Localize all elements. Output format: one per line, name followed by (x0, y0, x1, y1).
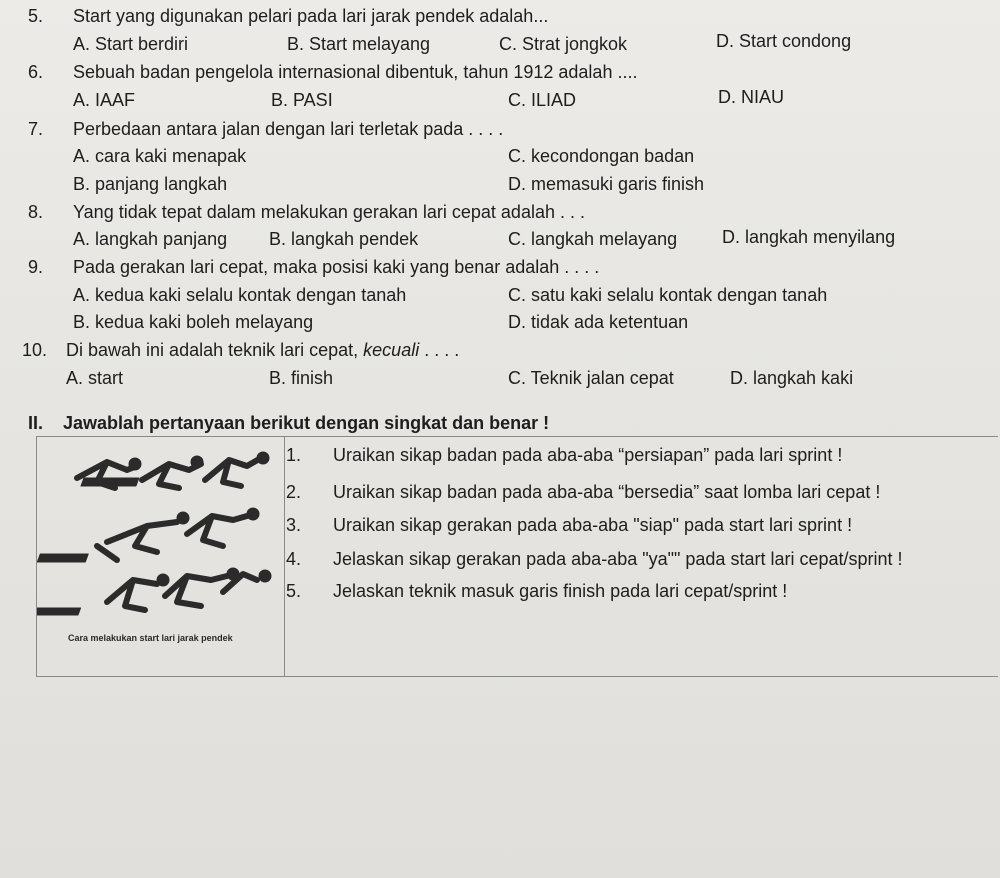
option-b: B. PASI (271, 90, 333, 110)
option-b: B. Start melayang (287, 34, 431, 54)
section-number: II. (28, 413, 44, 433)
section-title: Jawablah pertanyaan berikut dengan singkat dan benar ! (63, 413, 550, 433)
option-c: C. kecondongan badan (508, 146, 695, 166)
option-c: C. ILIAD (508, 90, 577, 110)
option-d: D. tidak ada ketentuan (508, 312, 689, 332)
question-text: Yang tidak tepat dalam melakukan gerakan lari cepat adalah . . . (73, 202, 585, 222)
option-b: B. kedua kaki boleh melayang (73, 312, 314, 332)
essay-number: 4. (286, 549, 302, 569)
table-bottom-border (36, 676, 998, 677)
essay-question: Jelaskan sikap gerakan pada aba-aba "ya"" pada start lari cepat/sprint ! (333, 549, 903, 569)
question-text: Start yang digunakan pelari pada lari jarak pendek adalah... (73, 6, 549, 26)
table-top-border (36, 436, 998, 437)
essay-question: Jelaskan teknik masuk garis finish pada lari cepat/sprint ! (333, 581, 788, 601)
option-b: B. finish (269, 368, 334, 388)
runner-figure-row2 (97, 516, 247, 560)
question-text: Di bawah ini adalah teknik lari cepat, kecuali . . . . (66, 340, 460, 360)
question-text: Sebuah badan pengelola internasional dibentuk, tahun 1912 adalah .... (73, 62, 638, 82)
essay-number: 1. (286, 445, 302, 465)
option-c: C. Teknik jalan cepat (508, 368, 674, 388)
essay-number: 3. (286, 515, 302, 535)
essay-question: Uraikan sikap gerakan pada aba-aba "siap" pada start lari sprint ! (333, 515, 853, 535)
essay-question: Uraikan sikap badan pada aba-aba “persiapan” pada lari sprint ! (333, 445, 843, 465)
illustration-caption: Cara melakukan start lari jarak pendek (68, 633, 233, 643)
question-number: 10. (22, 340, 48, 360)
option-d: D. langkah menyilang (722, 227, 896, 247)
question-text: Perbedaan antara jalan dengan lari terletak pada . . . . (73, 119, 504, 139)
table-column-divider (284, 436, 285, 677)
option-d: D. langkah kaki (730, 368, 854, 388)
essay-number: 5. (286, 581, 302, 601)
option-b: B. panjang langkah (73, 174, 228, 194)
option-d: D. Start condong (716, 31, 852, 51)
option-a: A. start (66, 368, 124, 388)
option-b: B. langkah pendek (269, 229, 419, 249)
option-a: A. IAAF (73, 90, 136, 110)
question-number: 5. (28, 6, 44, 26)
sprint-start-illustration (37, 442, 283, 632)
option-a: A. Start berdiri (73, 34, 189, 54)
question-number: 9. (28, 257, 44, 277)
essay-number: 2. (286, 482, 302, 502)
question-number: 6. (28, 62, 44, 82)
option-d: D. memasuki garis finish (508, 174, 705, 194)
question-text: Pada gerakan lari cepat, maka posisi kaki yang benar adalah . . . . (73, 257, 600, 277)
essay-question: Uraikan sikap badan pada aba-aba “bersedia” saat lomba lari cepat ! (333, 482, 881, 502)
option-a: A. kedua kaki selalu kontak dengan tanah (73, 285, 407, 305)
option-a: A. cara kaki menapak (73, 146, 247, 166)
option-d: D. NIAU (718, 87, 785, 107)
option-a: A. langkah panjang (73, 229, 228, 249)
option-c: C. Strat jongkok (499, 34, 628, 54)
option-c: C. satu kaki selalu kontak dengan tanah (508, 285, 828, 305)
option-c: C. langkah melayang (508, 229, 678, 249)
question-number: 8. (28, 202, 44, 222)
question-number: 7. (28, 119, 44, 139)
